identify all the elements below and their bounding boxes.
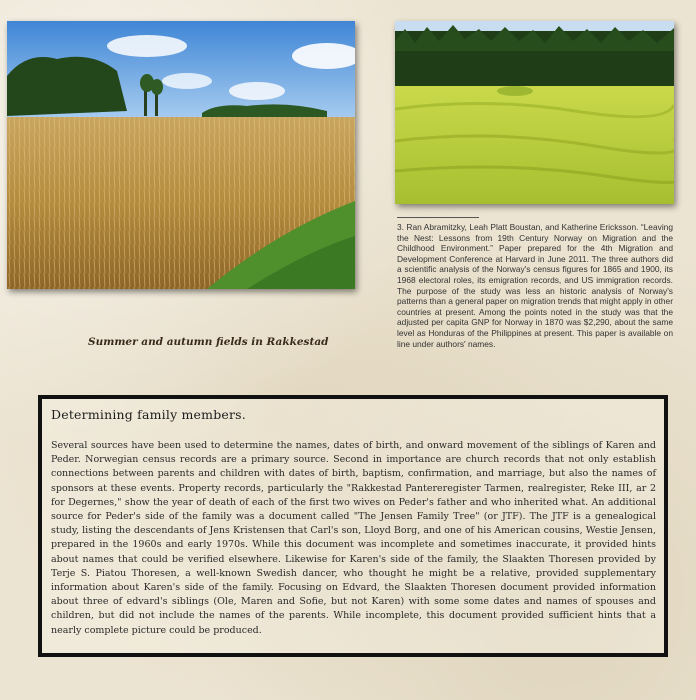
wheat-field-image (7, 21, 355, 289)
footnote-text: 3. Ran Abramitzky, Leah Platt Boustan, and Katherine Ericksson. “Leaving the Nest: Lessons from 19th Century Norway on Migration and the Childhood Environment.” Paper prepared for the 4th Migration and Development Conference at Harvard in June 2011. The three authors did a scientific analysis of the Norway's census figures for 1865 and 1900, its 1968 electoral roles, its emigration records, and US immigration records. The purpose of the study was less an historic analysis of Norway's patterns than a general paper on migration trends that might apply in other countries at present. Among the points noted in the study was that the adjusted per capita GNP for Norway in 1870 was $2,290, about the same level as Honduras of the Philippines at present. This paper is available on line under authors' names. (397, 222, 673, 349)
wheat-field-photo (7, 21, 355, 289)
grass-field-photo (395, 21, 674, 204)
grass-field-image (395, 21, 674, 204)
box-title: Determining family members. (51, 407, 246, 422)
family-members-box (38, 395, 668, 657)
photo-caption: Summer and autumn fields in Rakkestad (88, 336, 329, 348)
footnote-rule (397, 217, 479, 218)
box-body-text: Several sources have been used to determine the names, dates of birth, and onward movement of the siblings of Karen and Peder. Norwegian census records are a primary source. Second in importance are church records that not only establish connections between parents and children with dates of birth, baptism, confirmation, and marriage, but also the names of sponsors at these events. Property records, particularly the "Rakkestad Pantereregister Tarmen, realregister, Reke III, ar 2 for Degernes," show the year of death of each of the first two wives on Peder's father and who inherited what. An additional source for Peder's side of the family was a document called "The Jensen Family Tree" (or JTF). The JTF is a genealogical study, listing the descendants of Jens Kristensen that Carl's son, Lloyd Borg, and one of his American cousins, Westie Jensen, prepared in the 1960s and early 1970s. While this document was incomplete and sometimes inaccurate, it provided hints about names that could be verified elsewhere. Likewise for Karen's side of the family, the Slaakten Thoresen provided by Terje S. Piatou Thoresen, a well-known Swedish dancer, who thought he might be a relative, provided supplementary information about Karen's side of the family. Focusing on Edvard, the Slaakten Thoresen document provided information about three of edvard's siblings (Ole, Maren and Sofie, but not Karen) with some some dates and names of spouses and children, but did not include the names of the parents. While incomplete, this document provided sufficient hints that a nearly complete picture could be produced. (51, 440, 656, 636)
